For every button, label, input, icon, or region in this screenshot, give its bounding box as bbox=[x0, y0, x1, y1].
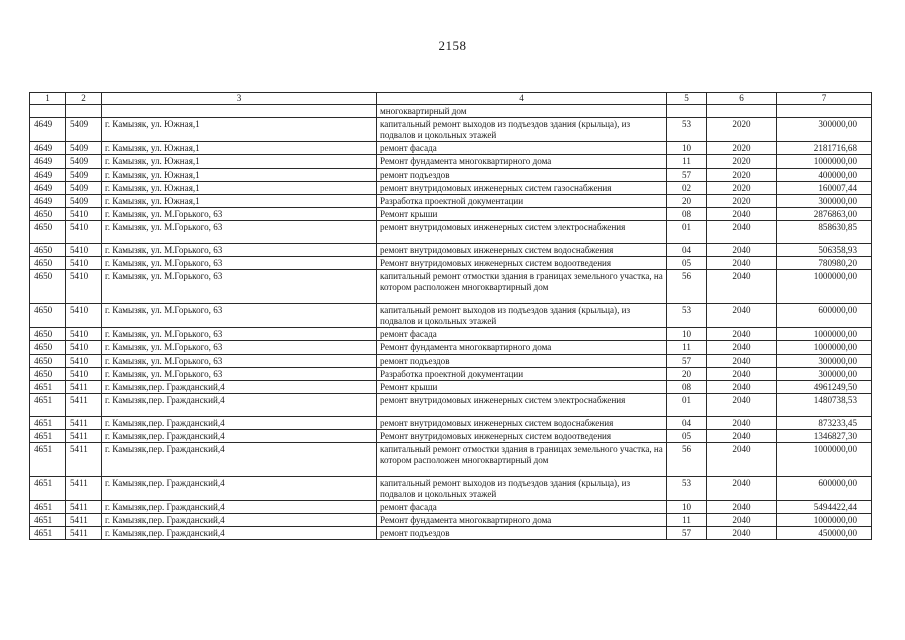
house-id-cell: 5411 bbox=[66, 514, 102, 527]
column-header-4: 4 bbox=[377, 93, 667, 105]
work-code-cell: 10 bbox=[667, 328, 707, 341]
year-cell: 2040 bbox=[707, 304, 777, 328]
row-number-cell: 4649 bbox=[30, 181, 66, 194]
work-code-cell: 53 bbox=[667, 118, 707, 142]
cost-cell: 5494422,44 bbox=[777, 501, 872, 514]
year-cell: 2020 bbox=[707, 155, 777, 168]
work-type-cell: Ремонт крыши bbox=[377, 207, 667, 220]
cost-cell: 2181716,68 bbox=[777, 142, 872, 155]
year-cell: 2040 bbox=[707, 429, 777, 442]
work-type-cell: ремонт внутридомовых инженерных систем водоснабжения bbox=[377, 416, 667, 429]
year-cell: 2040 bbox=[707, 354, 777, 367]
work-code-cell: 56 bbox=[667, 442, 707, 476]
table-row bbox=[30, 155, 872, 168]
row-number-cell: 4651 bbox=[30, 476, 66, 500]
address-cell: г. Камызяк, ул. Южная,1 bbox=[102, 142, 377, 155]
address-cell: г. Камызяк,пер. Гражданский,4 bbox=[102, 429, 377, 442]
house-id-cell: 5409 bbox=[66, 168, 102, 181]
year-cell: 2040 bbox=[707, 416, 777, 429]
work-code-cell: 53 bbox=[667, 476, 707, 500]
work-type-cell: Ремонт внутридомовых инженерных систем водоотведения bbox=[377, 257, 667, 270]
address-cell: г. Камызяк,пер. Гражданский,4 bbox=[102, 476, 377, 500]
work-code-cell bbox=[667, 105, 707, 118]
table-row bbox=[30, 168, 872, 181]
year-cell: 2020 bbox=[707, 142, 777, 155]
work-code-cell: 04 bbox=[667, 416, 707, 429]
house-id-cell: 5411 bbox=[66, 393, 102, 416]
cost-cell: 1000000,00 bbox=[777, 442, 872, 476]
work-type-cell: ремонт подъездов bbox=[377, 527, 667, 540]
table-row bbox=[30, 354, 872, 367]
row-number-cell: 4651 bbox=[30, 416, 66, 429]
work-code-cell: 11 bbox=[667, 155, 707, 168]
year-cell: 2040 bbox=[707, 527, 777, 540]
year-cell: 2040 bbox=[707, 514, 777, 527]
cost-cell: 1000000,00 bbox=[777, 514, 872, 527]
table-row bbox=[30, 367, 872, 380]
cost-cell: 300000,00 bbox=[777, 367, 872, 380]
work-type-cell: ремонт фасада bbox=[377, 501, 667, 514]
house-id-cell: 5411 bbox=[66, 476, 102, 500]
work-type-cell: ремонт фасада bbox=[377, 328, 667, 341]
cost-cell: 400000,00 bbox=[777, 168, 872, 181]
address-cell: г. Камызяк, ул. М.Горького, 63 bbox=[102, 304, 377, 328]
row-number-cell: 4650 bbox=[30, 354, 66, 367]
table-row bbox=[30, 393, 872, 416]
work-type-cell: капитальный ремонт выходов из подъездов здания (крыльца), из подвалов и цокольных этажей bbox=[377, 304, 667, 328]
row-number-cell: 4650 bbox=[30, 341, 66, 354]
row-number-cell: 4651 bbox=[30, 527, 66, 540]
house-id-cell: 5409 bbox=[66, 142, 102, 155]
row-number-cell: 4650 bbox=[30, 257, 66, 270]
cost-cell: 300000,00 bbox=[777, 354, 872, 367]
house-id-cell: 5411 bbox=[66, 527, 102, 540]
house-id-cell: 5411 bbox=[66, 501, 102, 514]
house-id-cell: 5411 bbox=[66, 416, 102, 429]
cost-cell: 600000,00 bbox=[777, 304, 872, 328]
work-type-cell: Ремонт фундамента многоквартирного дома bbox=[377, 341, 667, 354]
address-cell: г. Камызяк, ул. М.Горького, 63 bbox=[102, 270, 377, 304]
address-cell: г. Камызяк,пер. Гражданский,4 bbox=[102, 442, 377, 476]
cost-cell: 300000,00 bbox=[777, 118, 872, 142]
table-row bbox=[30, 328, 872, 341]
address-cell: г. Камызяк, ул. М.Горького, 63 bbox=[102, 243, 377, 256]
year-cell: 2020 bbox=[707, 181, 777, 194]
house-id-cell: 5410 bbox=[66, 304, 102, 328]
house-id-cell: 5410 bbox=[66, 354, 102, 367]
work-code-cell: 20 bbox=[667, 367, 707, 380]
address-cell: г. Камызяк, ул. Южная,1 bbox=[102, 118, 377, 142]
table-row bbox=[30, 527, 872, 540]
row-number-cell: 4649 bbox=[30, 118, 66, 142]
table-row bbox=[30, 380, 872, 393]
work-code-cell: 08 bbox=[667, 207, 707, 220]
work-code-cell: 57 bbox=[667, 354, 707, 367]
house-id-cell: 5410 bbox=[66, 270, 102, 304]
row-number-cell: 4651 bbox=[30, 429, 66, 442]
work-code-cell: 56 bbox=[667, 270, 707, 304]
year-cell: 2040 bbox=[707, 380, 777, 393]
work-code-cell: 11 bbox=[667, 341, 707, 354]
work-type-cell: ремонт внутридомовых инженерных систем водоснабжения bbox=[377, 243, 667, 256]
column-header-3: 3 bbox=[102, 93, 377, 105]
row-number-cell: 4649 bbox=[30, 168, 66, 181]
table-row bbox=[30, 257, 872, 270]
work-code-cell: 05 bbox=[667, 429, 707, 442]
cost-cell bbox=[777, 105, 872, 118]
work-code-cell: 11 bbox=[667, 514, 707, 527]
table-row bbox=[30, 118, 872, 142]
page-number: 2158 bbox=[438, 38, 467, 53]
row-number-cell: 4650 bbox=[30, 270, 66, 304]
work-code-cell: 10 bbox=[667, 142, 707, 155]
cost-cell: 1000000,00 bbox=[777, 155, 872, 168]
work-type-cell: Ремонт фундамента многоквартирного дома bbox=[377, 514, 667, 527]
work-type-cell: Ремонт фундамента многоквартирного дома bbox=[377, 155, 667, 168]
year-cell: 2040 bbox=[707, 501, 777, 514]
work-code-cell: 53 bbox=[667, 304, 707, 328]
address-cell: г. Камызяк, ул. Южная,1 bbox=[102, 194, 377, 207]
work-code-cell: 08 bbox=[667, 380, 707, 393]
table-row bbox=[30, 304, 872, 328]
cost-cell: 160007,44 bbox=[777, 181, 872, 194]
house-id-cell: 5409 bbox=[66, 118, 102, 142]
year-cell: 2020 bbox=[707, 168, 777, 181]
table-row bbox=[30, 207, 872, 220]
address-cell: г. Камызяк, ул. Южная,1 bbox=[102, 181, 377, 194]
cost-cell: 780980,20 bbox=[777, 257, 872, 270]
work-type-cell: ремонт фасада bbox=[377, 142, 667, 155]
row-number-cell: 4650 bbox=[30, 367, 66, 380]
address-cell: г. Камызяк, ул. М.Горького, 63 bbox=[102, 354, 377, 367]
row-number-cell: 4651 bbox=[30, 514, 66, 527]
work-type-cell: ремонт внутридомовых инженерных систем электроснабжения bbox=[377, 220, 667, 243]
row-number-cell: 4649 bbox=[30, 155, 66, 168]
year-cell: 2040 bbox=[707, 207, 777, 220]
row-number-cell: 4649 bbox=[30, 142, 66, 155]
cost-cell: 1000000,00 bbox=[777, 270, 872, 304]
house-id-cell: 5409 bbox=[66, 181, 102, 194]
row-number-cell: 4649 bbox=[30, 194, 66, 207]
work-type-cell: капитальный ремонт отмостки здания в границах земельного участка, на котором расположен многоквартирный дом bbox=[377, 442, 667, 476]
house-id-cell: 5410 bbox=[66, 328, 102, 341]
year-cell bbox=[707, 105, 777, 118]
house-id-cell: 5410 bbox=[66, 207, 102, 220]
address-cell: г. Камызяк, ул. М.Горького, 63 bbox=[102, 341, 377, 354]
address-cell: г. Камызяк, ул. М.Горького, 63 bbox=[102, 367, 377, 380]
cost-cell: 450000,00 bbox=[777, 527, 872, 540]
table-row bbox=[30, 442, 872, 476]
row-number-cell bbox=[30, 105, 66, 118]
works-table bbox=[29, 92, 872, 540]
work-type-cell: Разработка проектной документации bbox=[377, 194, 667, 207]
house-id-cell: 5411 bbox=[66, 429, 102, 442]
house-id-cell: 5411 bbox=[66, 380, 102, 393]
work-type-cell: Ремонт крыши bbox=[377, 380, 667, 393]
work-code-cell: 05 bbox=[667, 257, 707, 270]
address-cell: г. Камызяк, ул. М.Горького, 63 bbox=[102, 257, 377, 270]
table-row bbox=[30, 142, 872, 155]
year-cell: 2040 bbox=[707, 476, 777, 500]
column-header-7: 7 bbox=[777, 93, 872, 105]
work-type-cell: ремонт подъездов bbox=[377, 354, 667, 367]
row-number-cell: 4650 bbox=[30, 220, 66, 243]
work-type-cell: ремонт внутридомовых инженерных систем газоснабжения bbox=[377, 181, 667, 194]
row-number-cell: 4651 bbox=[30, 380, 66, 393]
table-row bbox=[30, 476, 872, 500]
address-cell: г. Камызяк, ул. М.Горького, 63 bbox=[102, 220, 377, 243]
table-row bbox=[30, 501, 872, 514]
table-row bbox=[30, 270, 872, 304]
address-cell: г. Камызяк,пер. Гражданский,4 bbox=[102, 380, 377, 393]
year-cell: 2040 bbox=[707, 257, 777, 270]
cost-cell: 858630,85 bbox=[777, 220, 872, 243]
house-id-cell: 5409 bbox=[66, 194, 102, 207]
table-row bbox=[30, 341, 872, 354]
house-id-cell bbox=[66, 105, 102, 118]
address-cell: г. Камызяк,пер. Гражданский,4 bbox=[102, 514, 377, 527]
house-id-cell: 5409 bbox=[66, 155, 102, 168]
house-id-cell: 5410 bbox=[66, 257, 102, 270]
year-cell: 2040 bbox=[707, 442, 777, 476]
row-number-cell: 4651 bbox=[30, 501, 66, 514]
work-type-cell: Ремонт внутридомовых инженерных систем водоотведения bbox=[377, 429, 667, 442]
address-cell: г. Камызяк, ул. Южная,1 bbox=[102, 155, 377, 168]
table-row bbox=[30, 194, 872, 207]
work-code-cell: 57 bbox=[667, 168, 707, 181]
year-cell: 2040 bbox=[707, 393, 777, 416]
year-cell: 2040 bbox=[707, 243, 777, 256]
column-header-2: 2 bbox=[66, 93, 102, 105]
work-type-cell: капитальный ремонт выходов из подъездов здания (крыльца), из подвалов и цокольных этажей bbox=[377, 476, 667, 500]
year-cell: 2040 bbox=[707, 328, 777, 341]
work-type-cell: капитальный ремонт выходов из подъездов здания (крыльца), из подвалов и цокольных этажей bbox=[377, 118, 667, 142]
work-code-cell: 57 bbox=[667, 527, 707, 540]
work-type-cell: ремонт внутридомовых инженерных систем электроснабжения bbox=[377, 393, 667, 416]
cost-cell: 506358,93 bbox=[777, 243, 872, 256]
work-code-cell: 10 bbox=[667, 501, 707, 514]
address-cell: г. Камызяк,пер. Гражданский,4 bbox=[102, 527, 377, 540]
work-code-cell: 20 bbox=[667, 194, 707, 207]
work-code-cell: 04 bbox=[667, 243, 707, 256]
table-row bbox=[30, 105, 872, 118]
table-row bbox=[30, 243, 872, 256]
cost-cell: 1000000,00 bbox=[777, 328, 872, 341]
address-cell: г. Камызяк, ул. Южная,1 bbox=[102, 168, 377, 181]
work-type-cell: ремонт подъездов bbox=[377, 168, 667, 181]
row-number-cell: 4650 bbox=[30, 304, 66, 328]
table-row bbox=[30, 429, 872, 442]
house-id-cell: 5410 bbox=[66, 220, 102, 243]
table-header-row bbox=[30, 93, 872, 105]
cost-cell: 1480738,53 bbox=[777, 393, 872, 416]
year-cell: 2040 bbox=[707, 367, 777, 380]
address-cell: г. Камызяк,пер. Гражданский,4 bbox=[102, 416, 377, 429]
cost-cell: 4961249,50 bbox=[777, 380, 872, 393]
cost-cell: 2876863,00 bbox=[777, 207, 872, 220]
table-row bbox=[30, 416, 872, 429]
address-cell: г. Камызяк,пер. Гражданский,4 bbox=[102, 501, 377, 514]
column-header-5: 5 bbox=[667, 93, 707, 105]
column-header-6: 6 bbox=[707, 93, 777, 105]
row-number-cell: 4651 bbox=[30, 442, 66, 476]
address-cell: г. Камызяк, ул. М.Горького, 63 bbox=[102, 207, 377, 220]
work-code-cell: 01 bbox=[667, 393, 707, 416]
table-row bbox=[30, 181, 872, 194]
address-cell: г. Камызяк, ул. М.Горького, 63 bbox=[102, 328, 377, 341]
cost-cell: 600000,00 bbox=[777, 476, 872, 500]
address-cell bbox=[102, 105, 377, 118]
work-code-cell: 01 bbox=[667, 220, 707, 243]
cost-cell: 873233,45 bbox=[777, 416, 872, 429]
work-code-cell: 02 bbox=[667, 181, 707, 194]
house-id-cell: 5410 bbox=[66, 243, 102, 256]
house-id-cell: 5410 bbox=[66, 367, 102, 380]
year-cell: 2020 bbox=[707, 118, 777, 142]
row-number-cell: 4650 bbox=[30, 207, 66, 220]
year-cell: 2040 bbox=[707, 341, 777, 354]
house-id-cell: 5411 bbox=[66, 442, 102, 476]
address-cell: г. Камызяк,пер. Гражданский,4 bbox=[102, 393, 377, 416]
year-cell: 2040 bbox=[707, 270, 777, 304]
table-row bbox=[30, 514, 872, 527]
row-number-cell: 4651 bbox=[30, 393, 66, 416]
cost-cell: 1000000,00 bbox=[777, 341, 872, 354]
house-id-cell: 5410 bbox=[66, 341, 102, 354]
column-header-1: 1 bbox=[30, 93, 66, 105]
work-type-cell: Разработка проектной документации bbox=[377, 367, 667, 380]
table-row bbox=[30, 220, 872, 243]
row-number-cell: 4650 bbox=[30, 328, 66, 341]
work-type-cell: капитальный ремонт отмостки здания в границах земельного участка, на котором расположен многоквартирный дом bbox=[377, 270, 667, 304]
year-cell: 2040 bbox=[707, 220, 777, 243]
row-number-cell: 4650 bbox=[30, 243, 66, 256]
cost-cell: 300000,00 bbox=[777, 194, 872, 207]
year-cell: 2020 bbox=[707, 194, 777, 207]
cost-cell: 1346827,30 bbox=[777, 429, 872, 442]
work-type-cell: многоквартирный дом bbox=[377, 105, 667, 118]
